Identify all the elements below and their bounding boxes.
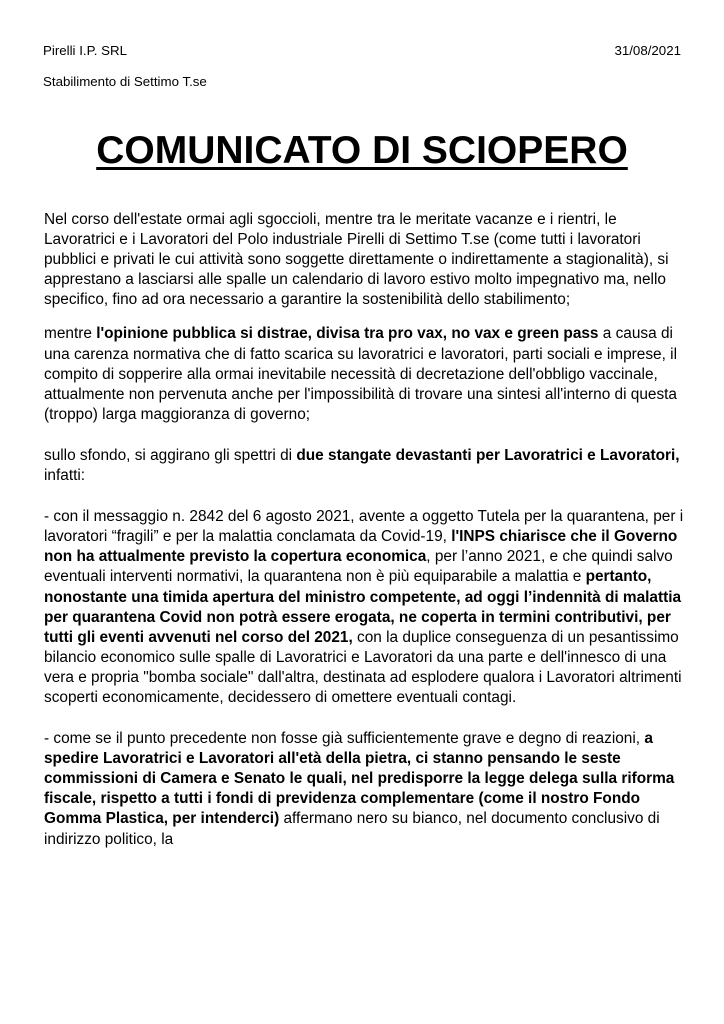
document-body (44, 210, 684, 864)
paragraph-3-text: sullo sfondo, si aggirano gli spettri di (44, 446, 297, 464)
paragraph-4-text: , per l’anno 2021, e che quindi salvo eventuali interventi normativi, la quarantena non è più equiparabile a malattia e (44, 548, 673, 586)
company-name: Pirelli I.P. SRL (43, 43, 128, 58)
document-date: 31/08/2021 (614, 43, 681, 58)
paragraph-5 (44, 729, 684, 850)
paragraph-3-text: infatti: (44, 467, 86, 485)
paragraph-4-text: con la duplice conseguenza di un pesantissimo bilancio economico sulle spalle di Lavoratrici e Lavoratori da una parte e dell'innesco di una vera e propria "bomba sociale" dall'altra, destinata ad esplodere qualora i Lavoratori altrimenti scoperti economicamente, decidessero di omettere eventuali contagi. (44, 628, 682, 706)
plant-name: Stabilimento di Settimo T.se (43, 74, 207, 89)
document-title (0, 128, 724, 174)
paragraph-3 (44, 446, 684, 486)
paragraph-2-bold-text: l'opinione pubblica si distrae, divisa tra pro vax, no vax e green pass (96, 325, 599, 343)
paragraph-5-bold-text: a spedire Lavoratrici e Lavoratori all'età della pietra, ci stanno pensando le seste commissioni di Camera e Senato le quali, nel predisporre la legge delega sulla riforma fiscale, rispetto a tutti i fondi di previdenza complementare (come il nostro Fondo Gomma Plastica, per intenderci) (44, 730, 675, 828)
paragraph-3-bold-text: due stangate devastanti per Lavoratrici e Lavoratori, (296, 446, 680, 464)
paragraph-5-text: - come se il punto precedente non fosse già sufficientemente grave e degno di reazioni, (44, 730, 645, 748)
paragraph-1 (44, 210, 684, 310)
paragraph-2 (44, 324, 684, 424)
document-title-text: COMUNICATO DI SCIOPERO (96, 129, 628, 172)
paragraph-2-text: a causa di una carenza normativa che di fatto scarica su lavoratrici e lavoratori, parti sociali e imprese, il compito di sopperire alla ormai inevitabile necessità di decretazione dell'obbligo vaccinale, attualmente non pervenuta anche per l'impossibilità di trovare una sintesi all'interno di questa (troppo) larga maggioranza di governo; (44, 325, 678, 423)
paragraph-4-bold-text: pertanto, nonostante una timida apertura del ministro competente, ad oggi l’indennità di malattia per quarantena Covid non potrà essere erogata, ne coperta in termini contributivi, per tutti gli eventi avvenuti nel corso del 2021, (44, 568, 682, 646)
paragraph-5-text: affermano nero su bianco, nel documento conclusivo di indirizzo politico, la (44, 810, 660, 848)
paragraph-4 (44, 507, 684, 708)
paragraph-1-text: Nel corso dell'estate ormai agli sgoccioli, mentre tra le meritate vacanze e i rientri, le Lavoratrici e i Lavoratori del Polo industriale Pirelli di Settimo T.se (come tutti i lavoratori pubblici e privati le cui attività sono soggette direttamente o indirettamente a stagionalità), si apprestano a lasciarsi alle spalle un calendario di lavoro estivo molto impegnativo ma, nello specifico, fino ad ora necessario a garantire la sostenibilità dello stabilimento; (44, 211, 669, 309)
paragraph-4-text: - con il messaggio n. 2842 del 6 agosto 2021, avente a oggetto Tutela per la quarantena, per i lavoratori “fragili” e per la malattia conclamata da Covid-19, (44, 508, 684, 546)
paragraph-4-bold-text: l'INPS chiarisce che il Governo non ha attualmente previsto la copertura economica (44, 528, 678, 566)
paragraph-2-text: mentre (44, 325, 97, 343)
